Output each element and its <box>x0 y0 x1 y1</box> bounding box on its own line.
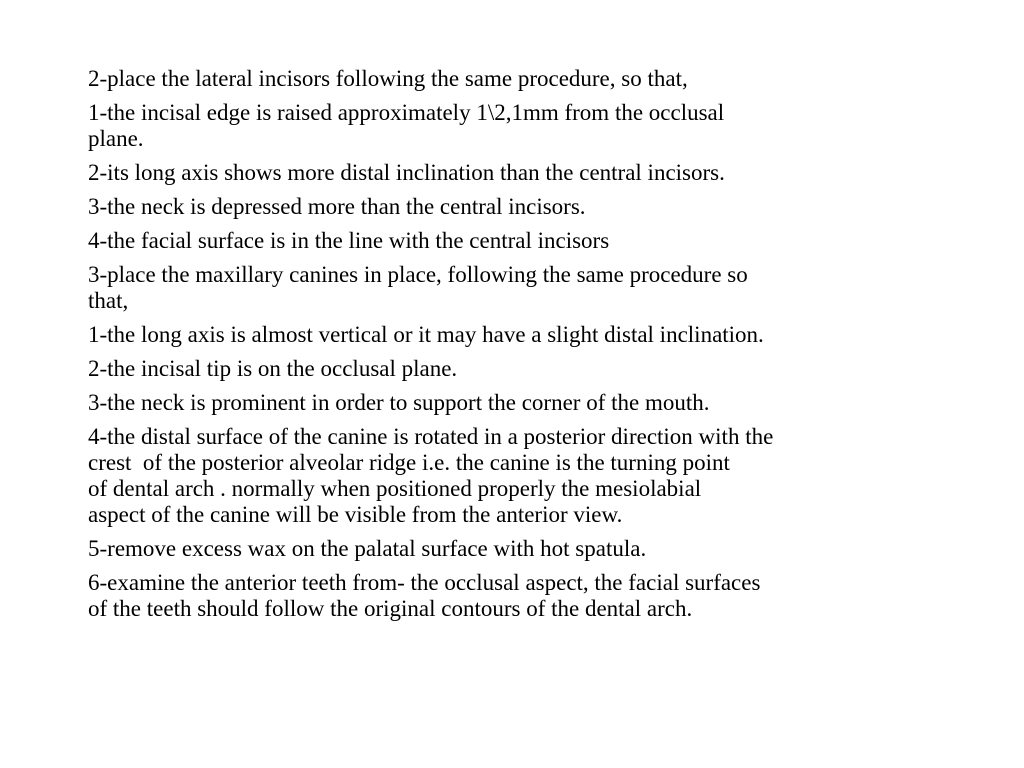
paragraph-canine-long-axis: 1-the long axis is almost vertical or it may have a slight distal inclination. <box>88 322 764 347</box>
paragraph-lateral-incisors-intro: 2-place the lateral incisors following the same procedure, so that, <box>88 66 688 91</box>
paragraph-lateral-long-axis: 2-its long axis shows more distal inclination than the central incisors. <box>88 160 725 185</box>
paragraph-examine-anterior-teeth: 6-examine the anterior teeth from- the occlusal aspect, the facial surfaces of the teeth should follow the original contours of the dental arch. <box>88 570 761 621</box>
paragraph-canines-intro: 3-place the maxillary canines in place, following the same procedure so that, <box>88 262 748 313</box>
paragraph-canine-distal-surface: 4-the distal surface of the canine is rotated in a posterior direction with the crest of the posterior alveolar ridge i.e. the canine is the turning point of dental arch . normally when positioned properly the mesiolabial aspect of the canine will be visible from the anterior view. <box>88 424 774 527</box>
paragraph-canine-neck: 3-the neck is prominent in order to support the corner of the mouth. <box>88 390 710 415</box>
paragraph-canine-incisal-tip: 2-the incisal tip is on the occlusal plane. <box>88 356 458 381</box>
paragraph-lateral-facial-surface: 4-the facial surface is in the line with the central incisors <box>88 228 610 253</box>
slide-text-body <box>88 66 948 630</box>
paragraph-remove-excess-wax: 5-remove excess wax on the palatal surface with hot spatula. <box>88 536 647 561</box>
paragraph-lateral-neck: 3-the neck is depressed more than the central incisors. <box>88 194 586 219</box>
paragraph-lateral-incisal-edge: 1-the incisal edge is raised approximately 1\2,1mm from the occlusal plane. <box>88 100 725 151</box>
